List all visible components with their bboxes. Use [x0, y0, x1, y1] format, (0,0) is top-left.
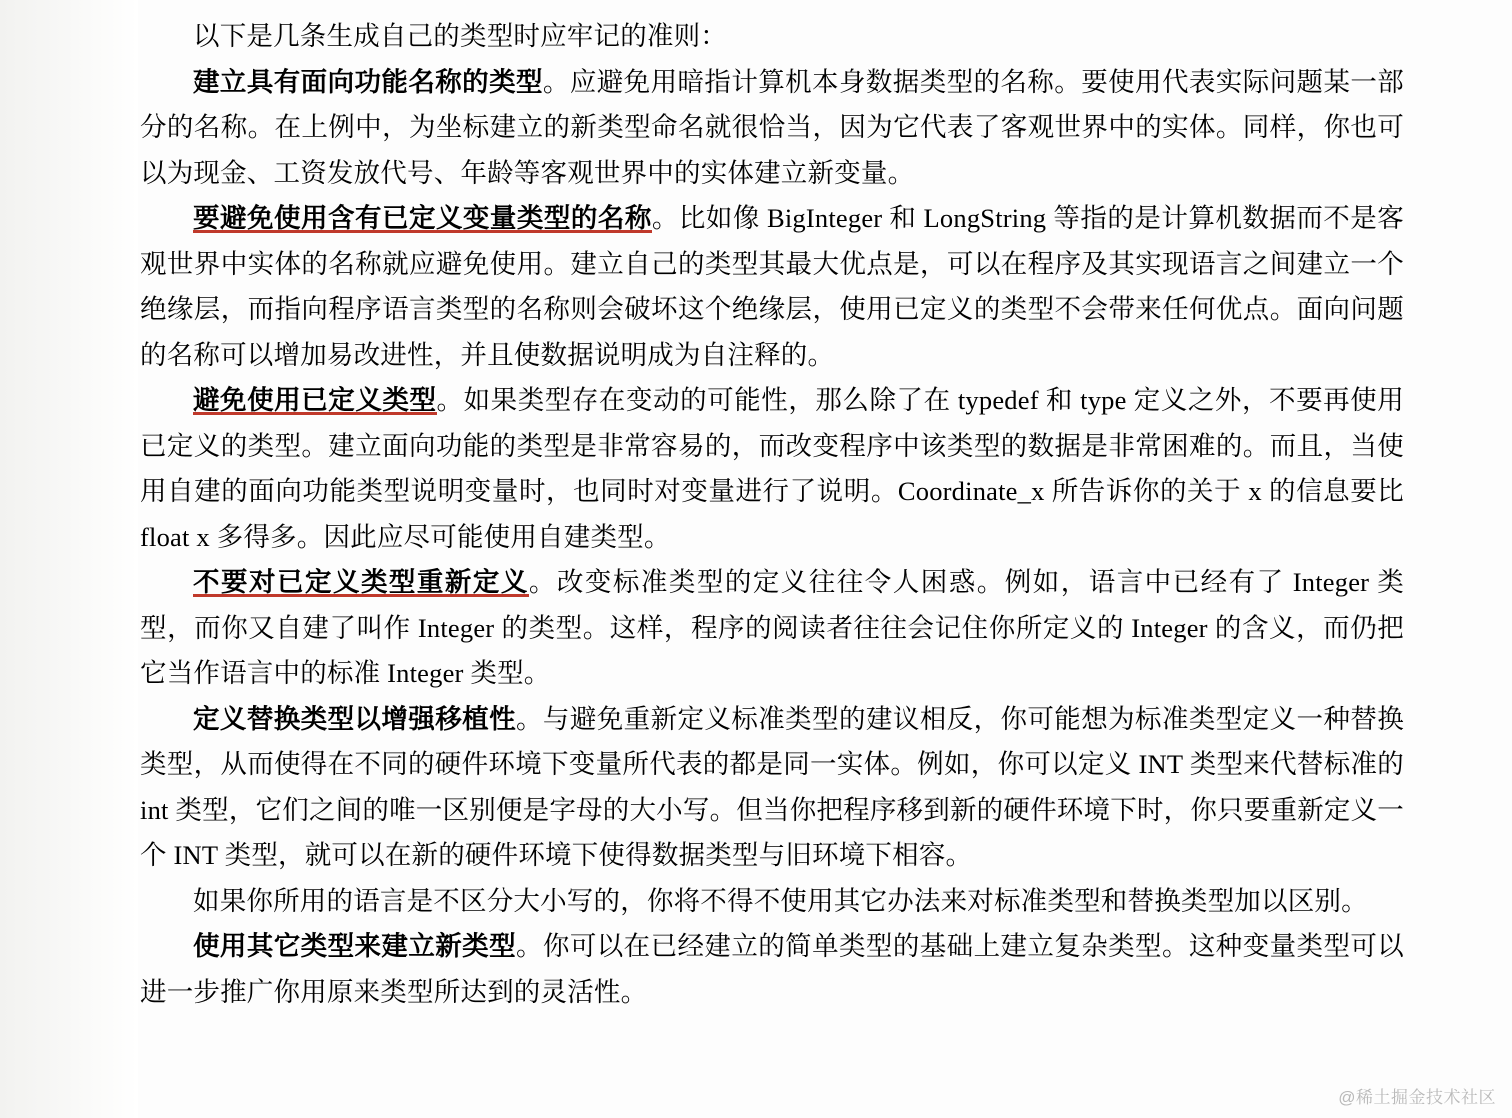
paragraph-text: 。比如像 BigInteger 和 LongString 等指的是计算机数据而不是客观世界中实体的名称就应避免使用。建立自己的类型其最大优点是，可以在程序及其实现语言之间建立一个绝缘层，而指向程序语言类型的名称则会破坏这个绝缘层，使用已定义的类型不会带来任何优点。面向问题的名称可以增加易改进性，并且使数据说明成为自注释的。	[140, 203, 1404, 370]
paragraph-text: 。应避免用暗指计算机本身数据类型的名称。要使用代表实际问题某一部分的名称。在上例中，为坐标建立的新类型命名就很恰当，因为它代表了客观世界中的实体。同样，你也可以为现金、工资发放代号、年龄等客观世界中的实体建立新变量。	[140, 66, 1404, 188]
body-column	[140, 0, 1404, 1015]
paragraph-lead-underlined: 要避免使用含有已定义变量类型的名称	[193, 203, 652, 233]
paragraph-rule-6	[140, 924, 1404, 1015]
paragraph-rule-5	[140, 697, 1404, 879]
paragraph-text: 。改变标准类型的定义往往令人困惑。例如，语言中已经有了 Integer 类型，而你又自建了叫作 Integer 的类型。这样，程序的阅读者往往会记住你所定义的 Integer 的含义，而仍把它当作语言中的标准 Integer 类型。	[140, 567, 1404, 688]
paragraph-rule-4	[140, 560, 1404, 697]
paragraph-text: 。如果类型存在变动的可能性，那么除了在 typedef 和 type 定义之外，不要再使用已定义的类型。建立面向功能的类型是非常容易的，而改变程序中该类型的数据是非常困难的。而且，当使用自建的面向功能类型说明变量时，也同时对变量进行了说明。Coordinate_x 所告诉你的关于 x 的信息要比 float x 多得多。因此应尽可能使用自建类型。	[140, 385, 1404, 552]
paragraph-text: 。与避免重新定义标准类型的建议相反，你可能想为标准类型定义一种替换类型，从而使得在不同的硬件环境下变量所代表的都是同一实体。例如，你可以定义 INT 类型来代替标准的 int 类型，它们之间的唯一区别便是字母的大小写。但当你把程序移到新的硬件环境下时，你只要重新定义一个 INT 类型，就可以在新的硬件环境下使得数据类型与旧环境下相容。	[140, 703, 1404, 870]
paragraph-lead: 使用其它类型来建立新类型	[193, 931, 516, 961]
paragraph-intro	[140, 14, 1404, 60]
paragraph-lead-underlined: 避免使用已定义类型	[193, 385, 437, 415]
paragraph-lead: 建立具有面向功能名称的类型	[193, 66, 543, 97]
paragraph-rule-3	[140, 378, 1404, 560]
paragraph-rule-1	[140, 60, 1404, 197]
paragraph-rule-2	[140, 196, 1404, 378]
paragraph-lead-underlined: 不要对已定义类型重新定义	[193, 567, 529, 597]
paragraph-text: 。你可以在已经建立的简单类型的基础上建立复杂类型。这种变量类型可以进一步推广你用原来类型所达到的灵活性。	[140, 931, 1404, 1007]
watermark: @稀土掘金技术社区	[1338, 1088, 1496, 1107]
paragraph-note-case	[140, 879, 1404, 925]
paragraph-lead: 定义替换类型以增强移植性	[193, 703, 516, 734]
paragraph-text: 以下是几条生成自己的类型时应牢记的准则：	[193, 21, 727, 51]
paragraph-text: 如果你所用的语言是不区分大小写的，你将不得不使用其它办法来对标准类型和替换类型加以区别。	[193, 885, 1368, 916]
